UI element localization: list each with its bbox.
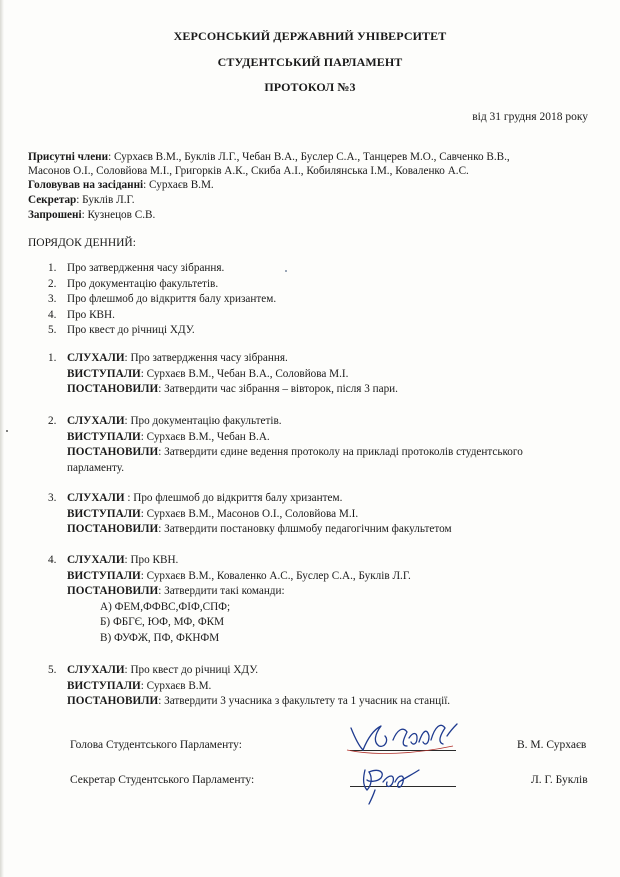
invited-line [28,209,155,222]
chair-line [28,179,214,192]
team-c: В) ФУФЖ, ПФ, ФКНФМ [100,631,220,644]
scan-edge [0,0,4,877]
scan-speck [6,430,8,432]
parliament-title: СТУДЕНТСЬКИЙ ПАРЛАМЕНТ [217,55,403,69]
chair-signature-scribble [345,716,460,758]
team-a: А) ФЕМ,ФФВС,ФІФ,СПФ; [100,600,231,613]
minutes-item-1: 1. СЛУХАЛИ: Про затвердження часу зібрання. ВИСТУПАЛИ: Сурхаєв В.М., Чебан В.А., Соловйова М.І. ПОСТАНОВИЛИ: Затвердити час зібрання – вівторок, після 3 пари. [48,352,398,395]
protocol-date: від 31 грудня 2018 року [472,111,588,123]
secretary-label: Секретар [28,194,77,206]
secretary-value: : Буклів Л.Г. [76,194,135,206]
present-list-1: : Сурхаєв В.М., Буклів Л.Г., Чебан В.А., Буслер С.А., Танцерев М.О., Савченко В.В., [108,151,510,163]
secretary-name: Л. Г. Буклів [531,774,588,786]
minutes-item-3: 3. СЛУХАЛИ : Про флешмоб до відкриття балу хризантем. ВИСТУПАЛИ: Сурхаєв В.М., Масонов О.І., Соловйова М.І. ПОСТАНОВИЛИ: Затвердити постановку флшмобу педагогічним факультетом [48,492,452,535]
chair-signature-title: Голова Студентського Парламенту: [70,739,242,751]
agenda-item: 4. Про КВН. [48,308,115,321]
chair-value: : Сурхаєв В.М. [143,179,214,191]
present-label: Присутні члени [28,151,109,163]
chair-name: В. М. Сурхаєв [517,739,587,751]
secretary-signature-title: Секретар Студентського Парламенту: [70,774,255,786]
agenda-item: 1. Про затвердження часу зібрання. [48,262,225,274]
scan-speck [285,270,287,272]
invited-value: : Кузнецов С.В. [81,209,156,221]
agenda-list [48,262,276,340]
minutes-item-5: 5. СЛУХАЛИ: Про квест до річниці ХДУ. ВИСТУПАЛИ: Сурхаєв В.М. ПОСТАНОВИЛИ: Затвердити 3 учасника з факультету та 1 учасник на станції. [48,664,451,707]
agenda-item: 2. Про документацію факультетів. [48,277,219,290]
minutes-item-4: 4. СЛУХАЛИ: Про КВН. ВИСТУПАЛИ: Сурхаєв В.М., Коваленко А.С., Буслер С.А., Буклів Л.Г. ПОСТАНОВИЛИ: Затвердити такі команди: А) ФЕМ,ФФВС,ФІФ,СПФ; Б) ФБГЄ, ЮФ, МФ, ФКМ В) ФУФЖ, ПФ, ФКНФМ [48,553,411,646]
invited-label: Запрошені [28,209,82,221]
chair-label: Головував на засіданні [28,179,144,191]
protocol-title: ПРОТОКОЛ №3 [264,80,356,94]
present-members-line-2: Масонов О.І., Соловйова М.І., Григорків А.К., Скиба А.І., Кобилянська І.М., Коваленко А.С. [28,165,469,177]
present-members-line [28,151,510,164]
agenda-item: 3. Про флешмоб до відкриття балу хризантем. [48,293,277,305]
agenda-title: ПОРЯДОК ДЕННИЙ: [28,237,136,249]
minutes-item-2: 2. СЛУХАЛИ: Про документацію факультетів. ВИСТУПАЛИ: Сурхаєв В.М., Чебан В.А. ПОСТАНОВИЛИ: Затвердити єдине ведення протоколу на прикладі протоколів студентського парламенту. [48,415,523,474]
university-title: ХЕРСОНСЬКИЙ ДЕРЖАВНИЙ УНІВЕРСИТЕТ [173,29,447,43]
secretary-signature-scribble [355,760,425,806]
secretary-line [28,194,135,207]
team-b: Б) ФБГЄ, ЮФ, МФ, ФКМ [100,616,225,628]
agenda-item: 5. Про квест до річниці ХДУ. [48,324,195,336]
